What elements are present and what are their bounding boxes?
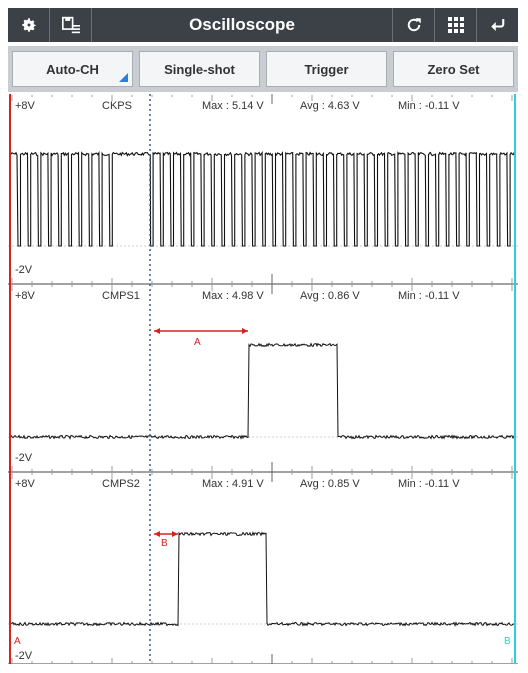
ch3-min: Min : -0.11 V	[398, 478, 460, 490]
ch2-avg: Avg : 0.86 V	[300, 290, 360, 302]
page-title: Oscilloscope	[189, 15, 295, 34]
control-button-row	[8, 46, 518, 92]
single-shot-label: Single-shot	[164, 61, 235, 77]
save-list-icon	[61, 16, 81, 34]
ch3-avg: Avg : 0.85 V	[300, 478, 360, 490]
refresh-button[interactable]	[392, 8, 434, 42]
cursor-b-label: B	[504, 636, 511, 647]
ch3-top-scale: +8V	[15, 478, 35, 490]
ch2-trace	[10, 344, 515, 439]
ch2-name: CMPS1	[102, 290, 140, 302]
ch1-bottom-scale: -2V	[15, 264, 33, 276]
ch1-min: Min : -0.11 V	[398, 100, 460, 112]
ch3-trace	[10, 533, 515, 626]
dropdown-corner-icon	[119, 73, 128, 82]
interval-b-arrowhead-right	[172, 531, 178, 537]
interval-a-label: A	[194, 337, 201, 348]
ch3-bottom-scale: -2V	[15, 650, 33, 662]
title-bar	[8, 8, 518, 42]
auto-ch-button[interactable]	[12, 51, 133, 87]
auto-ch-label: Auto-CH	[46, 61, 99, 77]
ch2-bottom-scale: -2V	[15, 452, 33, 464]
gear-icon	[20, 16, 38, 34]
refresh-icon	[405, 16, 423, 34]
interval-a-arrowhead-right	[242, 328, 248, 334]
grid-icon	[448, 17, 464, 33]
zero-set-button[interactable]	[393, 51, 514, 87]
grid-button[interactable]	[434, 8, 476, 42]
return-icon	[489, 16, 507, 34]
ch1-trace	[10, 153, 515, 246]
ch1-top-scale: +8V	[15, 100, 35, 112]
oscilloscope-display[interactable]	[8, 94, 518, 664]
trigger-button[interactable]	[266, 51, 387, 87]
ch1-avg: Avg : 4.63 V	[300, 100, 360, 112]
ch3-max: Max : 4.91 V	[202, 478, 264, 490]
ch2-top-scale: +8V	[15, 290, 35, 302]
ch3-name: CMPS2	[102, 478, 140, 490]
save-list-button[interactable]	[50, 8, 92, 42]
settings-button[interactable]	[8, 8, 50, 42]
interval-b-arrowhead-left	[154, 531, 160, 537]
ch2-min: Min : -0.11 V	[398, 290, 460, 302]
single-shot-button[interactable]	[139, 51, 260, 87]
interval-a-arrowhead-left	[154, 328, 160, 334]
ch1-name: CKPS	[102, 100, 132, 112]
interval-b-label: B	[161, 538, 168, 549]
return-button[interactable]	[476, 8, 518, 42]
ch1-max: Max : 5.14 V	[202, 100, 264, 112]
ch2-max: Max : 4.98 V	[202, 290, 264, 302]
waveform-canvas	[8, 94, 518, 664]
trigger-label: Trigger	[304, 61, 349, 77]
zero-set-label: Zero Set	[427, 61, 480, 77]
cursor-a-label: A	[14, 636, 21, 647]
